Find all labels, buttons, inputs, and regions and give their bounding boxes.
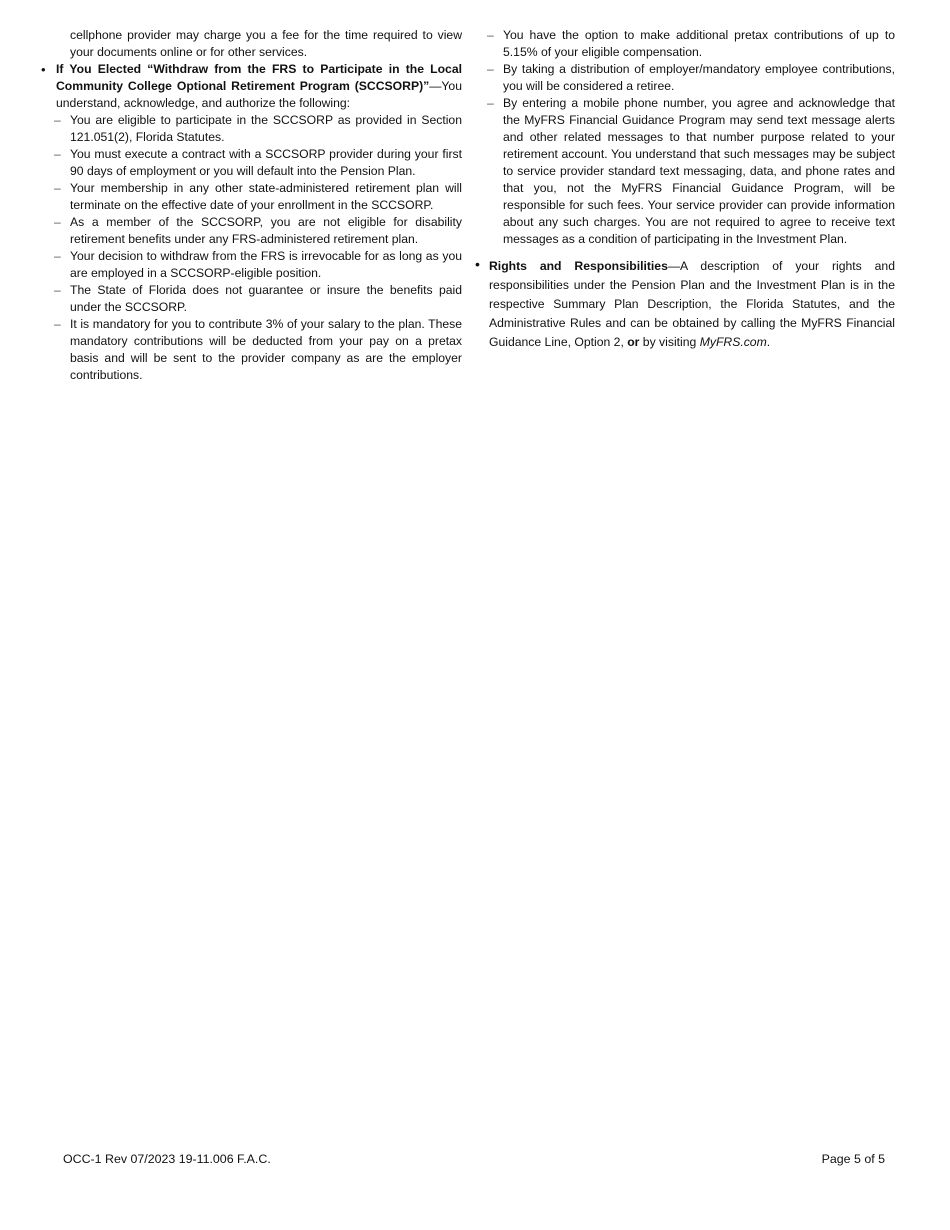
sccsorp-heading: If You Elected “Withdraw from the FRS to Participate in the Local Community College Optional Retirement Program (SCCSORP)” — [56, 62, 462, 93]
rights-section — [474, 257, 895, 352]
dash-icon: – — [54, 215, 61, 229]
page-number: Page 5 of 5 — [821, 1152, 885, 1166]
dash-icon: – — [487, 28, 494, 42]
list-item: – Your decision to withdraw from the FRS is irrevocable for as long as you are employed in a SCCSORP-eligible position. — [54, 249, 462, 280]
rights-paragraph: Rights and Responsibilities—A description of your rights and responsibilities under the Pension Plan and the Investment Plan is in the respective Summary Plan Description, the Florida Statutes, and the Administrative Rules and can be obtained by calling the MyFRS Financial Guidance Line, Option 2, or by visiting MyFRS.com. — [489, 259, 895, 349]
list-item: – It is mandatory for you to contribute 3% of your salary to the plan. These mandatory contributions will be deducted from your pay on a pretax basis and will be sent to the provider company as are the employer contributions. — [54, 317, 462, 382]
left-column — [40, 27, 462, 384]
bullet-icon: • — [475, 256, 480, 272]
dash-icon: – — [54, 283, 61, 297]
sccsorp-intro-text: —You understand, acknowledge, and authorize the following: — [56, 79, 462, 110]
list-item: – You have the option to make additional pretax contributions of up to 5.15% of your eligible compensation. — [487, 28, 895, 59]
form-identifier: OCC-1 Rev 07/2023 19-11.006 F.A.C. — [63, 1152, 271, 1166]
right-column — [474, 27, 895, 352]
list-item: – The State of Florida does not guarantee or insure the benefits paid under the SCCSORP. — [54, 283, 462, 314]
list-item: – By taking a distribution of employer/mandatory employee contributions, you will be considered a retiree. — [487, 62, 895, 93]
dash-icon: – — [487, 96, 494, 110]
sccsorp-intro — [56, 61, 462, 112]
continued-paragraph: cellphone provider may charge you a fee for the time required to view your documents online or for other services. — [70, 28, 462, 59]
list-item: – By entering a mobile phone number, you agree and acknowledge that the MyFRS Financial Guidance Program may send text message alerts and other related messages to that number purpose related to your retirement account. You understand that such messages may be subject to service provider standard text messaging, data, and phone rates and that you, not the MyFRS Financial Guidance Program, will be responsible for such fees. Your service provider can provide information about any such charges. You are not required to agree to receive text messages as a condition of participating in the Investment Plan. — [487, 96, 895, 246]
list-item: – You must execute a contract with a SCCSORP provider during your first 90 days of employment or you will default into the Pension Plan. — [54, 147, 462, 178]
sccsorp-section — [40, 61, 462, 112]
rights-heading: Rights and Responsibilities — [489, 259, 668, 273]
investment-plan-list — [474, 27, 895, 248]
myfrs-site-link: MyFRS.com — [699, 335, 767, 349]
dash-icon: – — [487, 62, 494, 76]
list-item: – As a member of the SCCSORP, you are not eligible for disability retirement benefits under any FRS-administered retirement plan. — [54, 215, 462, 246]
dash-icon: – — [54, 181, 61, 195]
list-item: – You are eligible to participate in the SCCSORP as provided in Section 121.051(2), Florida Statutes. — [54, 113, 462, 144]
list-item: – Your membership in any other state-administered retirement plan will terminate on the effective date of your enrollment in the SCCSORP. — [54, 181, 462, 212]
bullet-icon: • — [41, 62, 46, 77]
dash-icon: – — [54, 249, 61, 263]
sccsorp-list — [40, 112, 462, 384]
dash-icon: – — [54, 317, 61, 331]
dash-icon: – — [54, 147, 61, 161]
dash-icon: – — [54, 113, 61, 127]
